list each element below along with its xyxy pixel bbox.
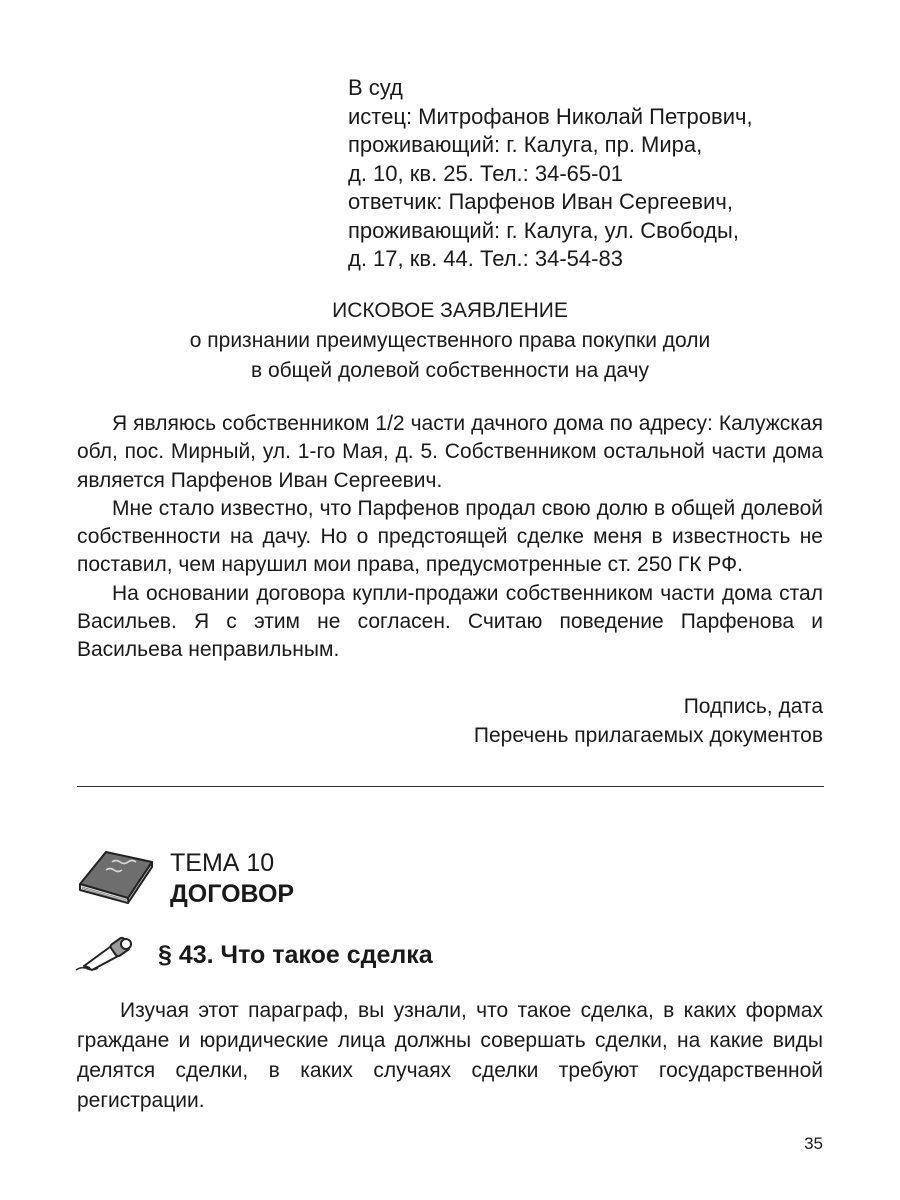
book-icon: [76, 840, 154, 904]
signature-block: [474, 692, 823, 750]
attachments-line: Перечень прилагаемых документов: [473, 724, 823, 747]
claim-paragraph: Мне стало известно, что Парфенов продал свою долю в общей долевой собственности на дачу. Но о предстоящей сделке меня в известность не поставил, чем нарушил мои права, предусмотренные ст. 250 ГК РФ.: [77, 496, 823, 577]
court-header: [348, 74, 753, 274]
topic-header: [170, 848, 294, 910]
claim-body: [77, 410, 823, 665]
intro-paragraph: Изучая этот параграф, вы узнали, что такое сделка, в каких формах граждане и юридические лица должны совершать сделки, на какие виды делятся сделки, в каких случаях сделки требуют государственной регистрации.: [77, 999, 823, 1112]
header-line: д. 17, кв. 44. Тел.: 34-54-83: [348, 246, 623, 271]
claim-subtitle-line: в общей долевой собственности на дачу: [250, 359, 650, 382]
signature-line: Подпись, дата: [683, 695, 823, 718]
header-line: д. 10, кв. 25. Тел.: 34-65-01: [348, 160, 623, 186]
header-line: истец: Митрофанов Николай Петрович,: [348, 103, 753, 129]
claim-title-block: [0, 296, 900, 386]
page-number: 35: [804, 1134, 823, 1153]
claim-paragraph: На основании договора купли-продажи собственником части дома стал Васильев. Я с этим не согласен. Считаю поведение Парфенова и Васильева неправильным.: [77, 581, 823, 662]
section-divider: [77, 786, 824, 787]
claim-subtitle-line: о признании преимущественного права покупки доли: [189, 329, 711, 352]
claim-paragraph: Я являюсь собственником 1/2 части дачного дома по адресу: Калужская обл, пос. Мирный, ул. 1-го Мая, д. 5. Собственником остальной части дома является Парфенов Иван Сергеевич.: [77, 412, 823, 492]
header-line: проживающий: г. Калуга, пр. Мира,: [348, 132, 703, 157]
section-intro: [77, 996, 823, 1116]
topic-name: ДОГОВОР: [170, 880, 295, 908]
topic-number: ТЕМА 10: [170, 849, 275, 877]
section-heading: § 43. Что такое сделка: [158, 941, 433, 969]
claim-title: ИСКОВОЕ ЗАЯВЛЕНИЕ: [332, 299, 568, 322]
pencil-icon: [74, 934, 140, 974]
header-line: проживающий: г. Калуга, ул. Свободы,: [348, 217, 739, 243]
header-line: ответчик: Парфенов Иван Сергеевич,: [348, 189, 733, 214]
header-line: В суд: [348, 75, 403, 100]
